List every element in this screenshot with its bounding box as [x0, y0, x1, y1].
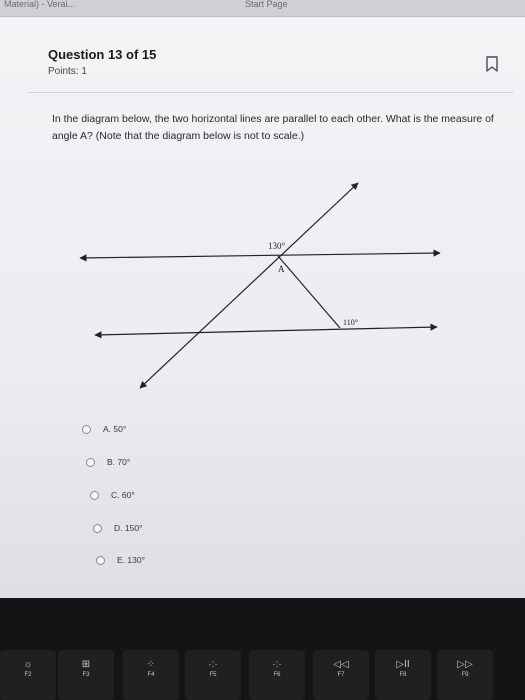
slanted-segment	[278, 256, 340, 328]
play-pause-icon: ▷II	[396, 659, 410, 670]
question-title: Question 13 of 15	[48, 47, 157, 62]
top-angle-label: 130°	[268, 241, 286, 251]
transversal-line	[140, 183, 358, 388]
fast-forward-icon: ▷▷	[457, 659, 473, 670]
key-f3[interactable]	[58, 650, 114, 700]
parallel-line-bottom	[95, 327, 437, 335]
key-f4[interactable]	[123, 650, 179, 700]
choice-d[interactable]	[93, 521, 142, 535]
key-f2[interactable]	[0, 650, 56, 700]
radio-button[interactable]	[96, 556, 105, 565]
key-label: F9	[461, 672, 469, 678]
key-label: F4	[147, 672, 155, 678]
bottom-angle-label: 110°	[343, 318, 358, 327]
key-f9[interactable]	[437, 650, 493, 700]
key-label: F8	[399, 672, 407, 678]
launchpad-icon: ⁘	[146, 659, 156, 670]
key-f7[interactable]	[313, 650, 369, 700]
key-f5[interactable]	[185, 650, 241, 700]
radio-button[interactable]	[93, 524, 102, 533]
question-prompt: In the diagram below, the two horizontal lines are parallel to each other. What is the measure of angle A? (Note that the diagram below is not to scale.)	[52, 113, 494, 142]
choice-a[interactable]	[82, 422, 126, 436]
key-label: F5	[209, 672, 217, 678]
key-f6[interactable]	[249, 650, 305, 700]
divider	[28, 92, 513, 93]
choice-b[interactable]	[86, 455, 130, 469]
key-label: F2	[24, 672, 32, 678]
radio-button[interactable]	[86, 458, 95, 467]
key-label: F3	[82, 672, 90, 678]
choice-label: D. 150°	[114, 523, 143, 533]
parallel-line-top	[80, 253, 440, 258]
browser-tab[interactable]: Start Page	[245, 0, 288, 9]
choice-label: A. 50°	[103, 424, 127, 434]
browser-tab-strip	[0, 0, 525, 17]
browser-tab[interactable]: Material) - Verai...	[4, 0, 76, 9]
choice-c[interactable]	[90, 488, 135, 502]
keyboard-light-icon: ·:·	[272, 659, 282, 670]
choice-e[interactable]	[96, 553, 145, 567]
geometry-diagram	[70, 175, 450, 395]
rewind-icon: ◁◁	[333, 659, 349, 670]
choice-label: C. 60°	[111, 490, 135, 500]
choice-label: B. 70°	[107, 457, 131, 467]
vertex-label: A	[278, 264, 285, 274]
radio-button[interactable]	[82, 425, 91, 434]
bookmark-icon[interactable]	[485, 56, 499, 72]
keyboard-light-icon: ·:·	[208, 659, 218, 670]
key-f8[interactable]	[375, 650, 431, 700]
brightness-icon: ☼	[23, 659, 33, 670]
key-label: F6	[273, 672, 281, 678]
question-points: Points: 1	[48, 66, 87, 77]
mission-control-icon: ⊞	[81, 659, 91, 670]
key-label: F7	[337, 672, 345, 678]
choice-label: E. 130°	[117, 555, 145, 565]
radio-button[interactable]	[90, 491, 99, 500]
